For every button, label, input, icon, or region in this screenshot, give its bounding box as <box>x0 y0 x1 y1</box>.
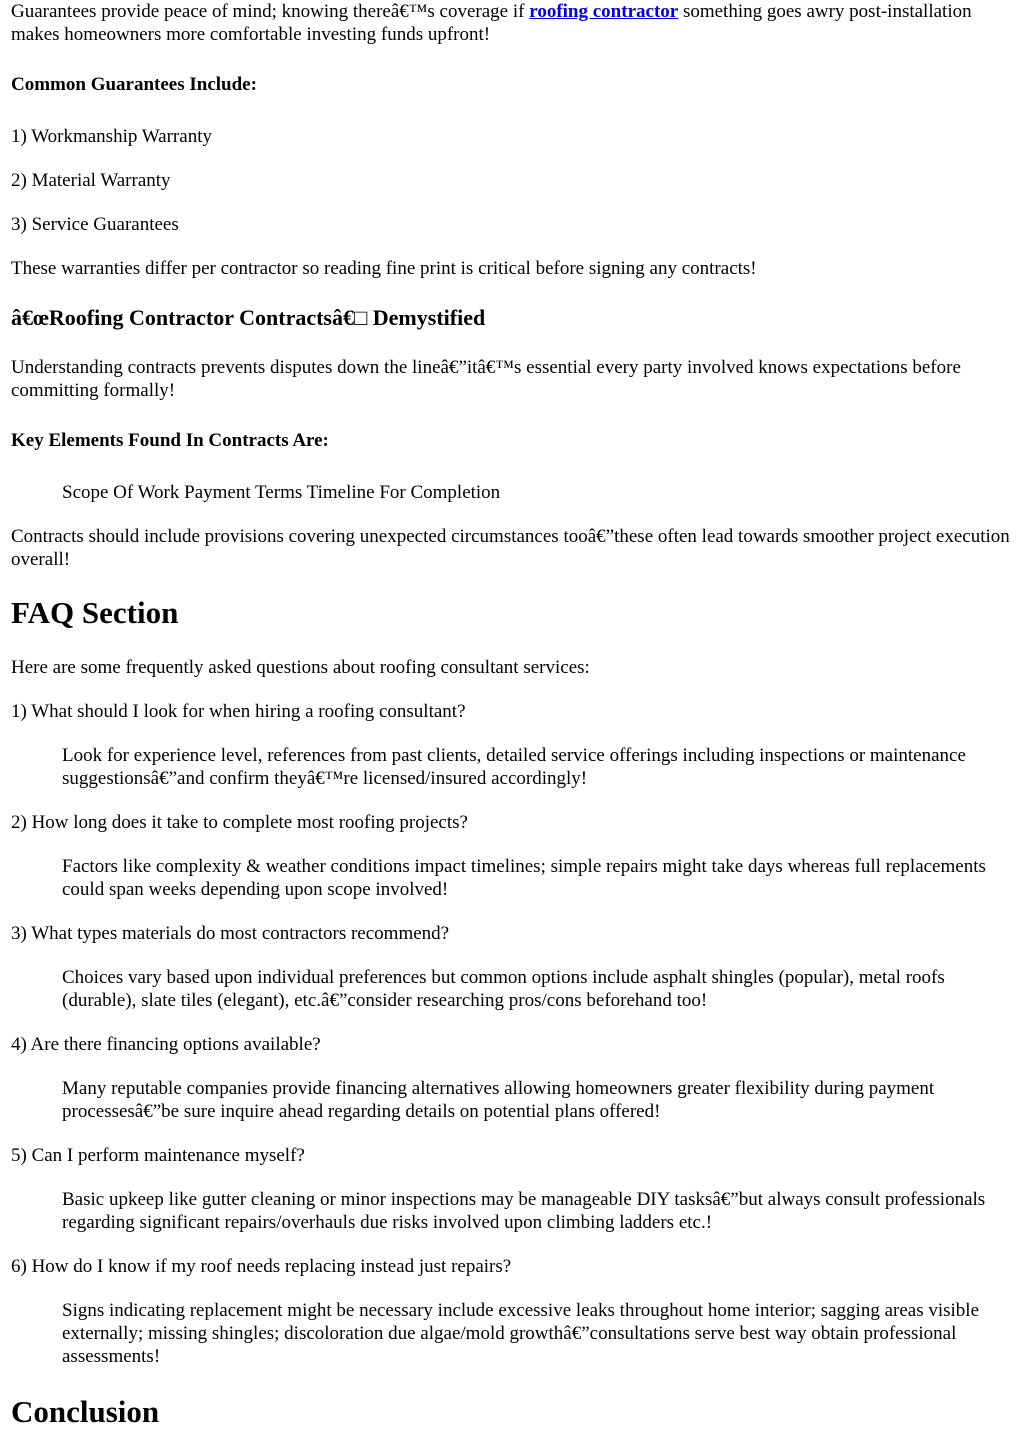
faq-question-2: 2) How long does it take to complete most roofing projects? <box>11 812 468 833</box>
faq-heading: FAQ Section <box>11 595 179 630</box>
faq-answer-2: Factors like complexity & weather conditions impact timelines; simple repairs might take days whereas full replacements could span weeks depending upon scope involved! <box>62 856 986 900</box>
intro-text-before: Guarantees provide peace of mind; knowing thereâ€™s coverage if <box>11 1 530 22</box>
faq-answer-5: Basic upkeep like gutter cleaning or minor inspections may be manageable DIY tasksâ€”but always consult professionals regarding significant repairs/overhauls due risks involved upon climbing ladders etc.! <box>62 1189 986 1233</box>
faq-question-1: 1) What should I look for when hiring a roofing consultant? <box>11 701 466 722</box>
contract-elements-heading: Key Elements Found In Contracts Are: <box>11 430 329 451</box>
faq-question-6: 6) How do I know if my roof needs replacing instead just repairs? <box>11 1256 512 1277</box>
guarantee-item-material: 2) Material Warranty <box>11 170 171 191</box>
contracts-paragraph: Understanding contracts prevents disputes down the lineâ€”itâ€™s essential every party involved knows expectations before committing formally! <box>11 357 961 401</box>
faq-answer-4: Many reputable companies provide financing alternatives allowing homeowners greater flexibility during payment processesâ€”be sure inquire ahead regarding details on potential plans offered! <box>62 1078 935 1122</box>
faq-question-3: 3) What types materials do most contractors recommend? <box>11 923 450 944</box>
faq-answer-3: Choices vary based upon individual preferences but common options include asphalt shingles (popular), metal roofs (durable), slate tiles (elegant), etc.â€”consider researching pros/cons beforehand too! <box>62 967 945 1011</box>
guarantee-item-workmanship: 1) Workmanship Warranty <box>11 126 212 147</box>
contract-elements-list: Scope Of Work Payment Terms Timeline For Completion <box>62 482 501 503</box>
contracts-closing: Contracts should include provisions covering unexpected circumstances tooâ€”these often lead towards smoother project execution overall! <box>11 526 1010 570</box>
faq-question-4: 4) Are there financing options available? <box>11 1034 321 1055</box>
guarantees-note: These warranties differ per contractor so reading fine print is critical before signing any contracts! <box>11 258 757 279</box>
guarantee-item-service: 3) Service Guarantees <box>11 214 179 235</box>
guarantees-heading: Common Guarantees Include: <box>11 74 257 95</box>
faq-answer-1: Look for experience level, references from past clients, detailed service offerings including inspections or maintenance suggestionsâ€”and confirm theyâ€™re licensed/insured accordingly! <box>62 745 966 789</box>
faq-question-5: 5) Can I perform maintenance myself? <box>11 1145 305 1166</box>
faq-intro: Here are some frequently asked questions about roofing consultant services: <box>11 657 590 678</box>
intro-paragraph <box>11 0 1016 46</box>
conclusion-heading: Conclusion <box>11 1394 160 1429</box>
roofing-contractor-link[interactable]: roofing contractor <box>529 1 679 22</box>
faq-answer-6: Signs indicating replacement might be necessary include excessive leaks throughout home interior; sagging areas visible externally; missing shingles; discoloration due algae/mold growthâ€”consultations serve best way obtain professional assessments! <box>62 1300 980 1367</box>
contracts-heading: â€œRoofing Contractor Contractsâ€□ Demystified <box>11 305 486 330</box>
intro-text-after: something goes awry post-installation makes homeowners more comfortable investing funds upfront! <box>11 1 972 45</box>
